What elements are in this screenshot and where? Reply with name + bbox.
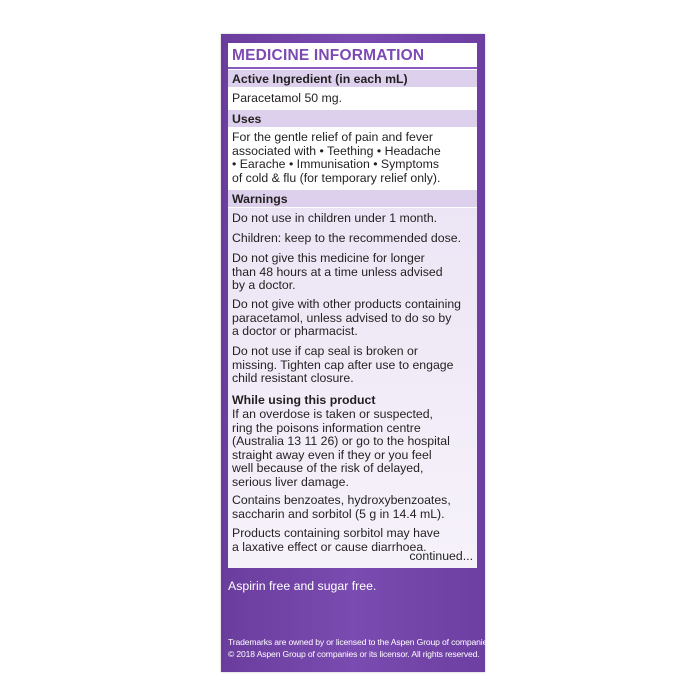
uses-text: For the gentle relief of pain and fever associated with • Teething • Headache • Earache • Immunisation • Symptoms of cold & flu (for temporary relief only). <box>232 130 441 185</box>
while-using-item: Products containing sorbitol may have a laxative effect or cause diarrhoea. <box>232 526 440 554</box>
trademark-notice: Trademarks are owned by or licensed to the Aspen Group of companies. <box>228 637 494 647</box>
warning-item: Do not use if cap seal is broken or missing. Tighten cap after use to engage child resistant closure. <box>232 344 454 386</box>
medicine-box-side-panel <box>221 34 494 672</box>
while-using-item: Contains benzoates, hydroxybenzoates, saccharin and sorbitol (5 g in 14.4 mL). <box>232 493 451 521</box>
warnings-heading: Warnings <box>232 192 288 206</box>
while-using-heading: While using this product <box>232 393 376 407</box>
warning-item: Children: keep to the recommended dose. <box>232 231 461 245</box>
copyright-notice: © 2018 Aspen Group of companies or its licensor. All rights reserved. <box>228 649 480 659</box>
continued-label: continued... <box>409 549 473 563</box>
title-divider <box>228 67 477 69</box>
while-using-item: If an overdose is taken or suspected, ring the poisons information centre (Australia 13 11 26) or go to the hospital straight away even if they or you feel well because of the risk of delayed, serious liver damage. <box>232 407 450 489</box>
medicine-information-panel <box>228 43 477 567</box>
uses-heading-band <box>228 110 477 127</box>
warning-item: Do not use in children under 1 month. <box>232 211 438 225</box>
warning-item: Do not give with other products containing paracetamol, unless advised to do so by a doctor or pharmacist. <box>232 297 461 339</box>
panel-title: MEDICINE INFORMATION <box>232 47 425 64</box>
warning-item: Do not give this medicine for longer than 48 hours at a time unless advised by a doctor. <box>232 251 443 293</box>
active-ingredient-heading: Active Ingredient (in each mL) <box>232 72 408 86</box>
active-ingredient-text: Paracetamol 50 mg. <box>232 91 343 105</box>
uses-heading: Uses <box>232 112 262 126</box>
aspirin-free-claim: Aspirin free and sugar free. <box>228 579 377 593</box>
